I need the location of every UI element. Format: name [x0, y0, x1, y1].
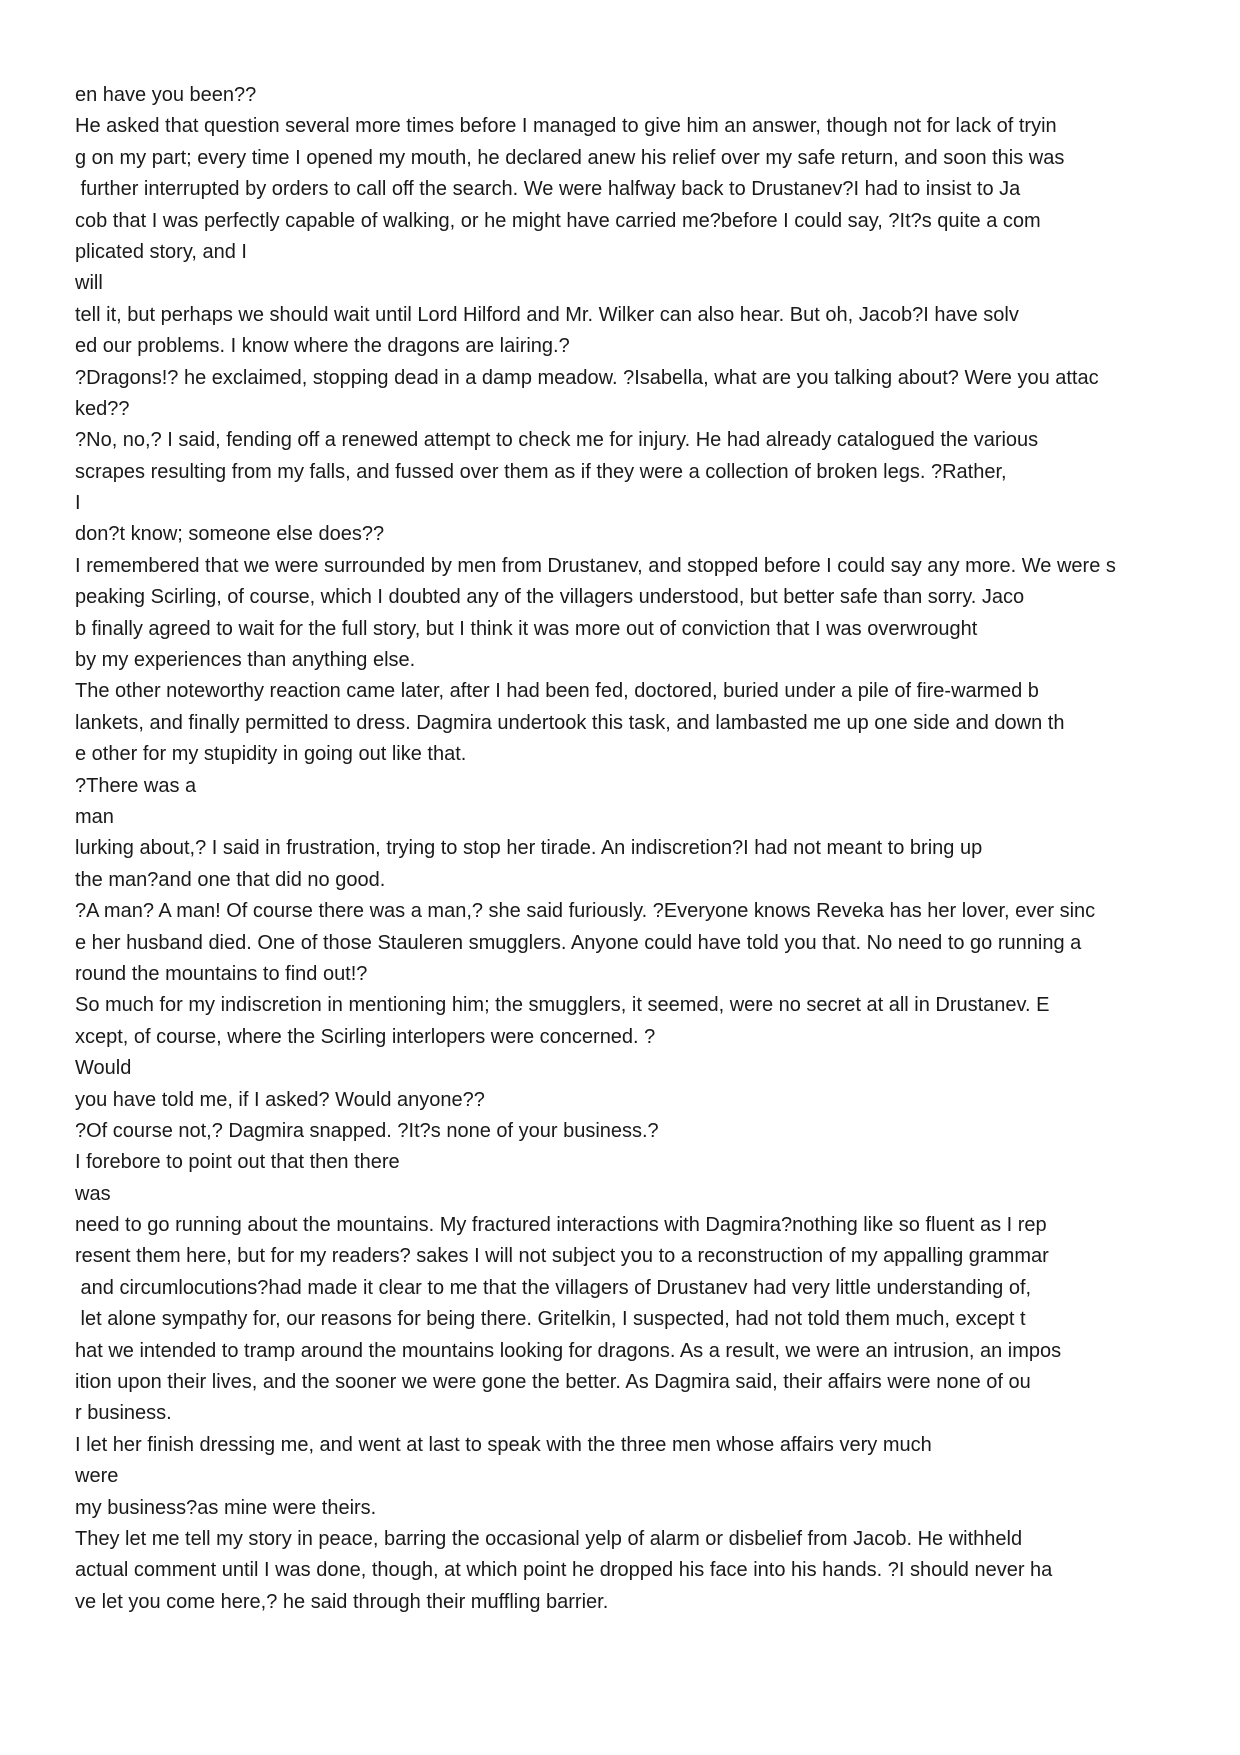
- text-line: were: [75, 1465, 119, 1488]
- text-line: further interrupted by orders to call off the search. We were halfway back to Drustanev?I had to insist to Ja: [75, 178, 1021, 201]
- text-line: Would: [75, 1057, 132, 1080]
- text-line: He asked that question several more times before I managed to give him an answer, though not for lack of tryin: [75, 115, 1057, 138]
- text-line: b finally agreed to wait for the full story, but I think it was more out of conviction that I was overwrought: [75, 617, 978, 640]
- text-line: tell it, but perhaps we should wait until Lord Hilford and Mr. Wilker can also hear. But oh, Jacob?I have solv: [75, 303, 1019, 326]
- text-line: ition upon their lives, and the sooner we were gone the better. As Dagmira said, their affairs were none of ou: [75, 1371, 1031, 1394]
- text-line: you have told me, if I asked? Would anyone??: [75, 1088, 485, 1111]
- text-line: e her husband died. One of those Stauleren smugglers. Anyone could have told you that. No need to go running a: [75, 931, 1082, 954]
- text-line: They let me tell my story in peace, barring the occasional yelp of alarm or disbelief from Jacob. He withheld: [75, 1527, 1023, 1550]
- text-line: and circumlocutions?had made it clear to me that the villagers of Drustanev had very little understanding of,: [75, 1276, 1032, 1299]
- text-line: I: [75, 492, 81, 515]
- text-line: ?Dragons!? he exclaimed, stopping dead in a damp meadow. ?Isabella, what are you talking about? Were you attac: [75, 366, 1099, 389]
- text-line: plicated story, and I: [75, 240, 247, 263]
- text-line: I remembered that we were surrounded by men from Drustanev, and stopped before I could say any more. We were s: [75, 554, 1116, 577]
- text-line: was: [75, 1182, 111, 1205]
- text-line: need to go running about the mountains. My fractured interactions with Dagmira?nothing like so fluent as I rep: [75, 1214, 1047, 1237]
- text-line: let alone sympathy for, our reasons for being there. Gritelkin, I suspected, had not told them much, except t: [75, 1308, 1026, 1331]
- text-line: peaking Scirling, of course, which I doubted any of the villagers understood, but better safe than sorry. Jaco: [75, 586, 1025, 609]
- text-line: e other for my stupidity in going out like that.: [75, 743, 467, 766]
- text-line: I let her finish dressing me, and went at last to speak with the three men whose affairs very much: [75, 1433, 932, 1456]
- text-line: ?No, no,? I said, fending off a renewed attempt to check me for injury. He had already catalogued the various: [75, 429, 1039, 452]
- text-line: by my experiences than anything else.: [75, 649, 416, 672]
- text-line: ?Of course not,? Dagmira snapped. ?It?s none of your business.?: [75, 1119, 659, 1142]
- text-line: g on my part; every time I opened my mouth, he declared anew his relief over my safe return, and soon this was: [75, 146, 1065, 169]
- text-line: cob that I was perfectly capable of walking, or he might have carried me?before I could say, ?It?s quite a com: [75, 209, 1041, 232]
- text-line: my business?as mine were theirs.: [75, 1496, 377, 1519]
- text-line: the man?and one that did no good.: [75, 868, 386, 891]
- text-line: xcept, of course, where the Scirling interlopers were concerned. ?: [75, 1025, 656, 1048]
- text-line: r business.: [75, 1402, 172, 1425]
- text-line: round the mountains to find out!?: [75, 962, 368, 985]
- text-line: resent them here, but for my readers? sakes I will not subject you to a reconstruction of my appalling grammar: [75, 1245, 1049, 1268]
- text-line: ve let you come here,? he said through their muffling barrier.: [75, 1590, 609, 1613]
- text-line: man: [75, 805, 114, 828]
- text-line: I forebore to point out that then there: [75, 1151, 400, 1174]
- document-page: [75, 80, 1225, 1618]
- text-line: scrapes resulting from my falls, and fussed over them as if they were a collection of broken legs. ?Rather,: [75, 460, 1007, 483]
- text-line: lankets, and finally permitted to dress. Dagmira undertook this task, and lambasted me up one side and down th: [75, 711, 1065, 734]
- text-line: The other noteworthy reaction came later, after I had been fed, doctored, buried under a pile of fire-warmed b: [75, 680, 1039, 703]
- text-line: So much for my indiscretion in mentioning him; the smugglers, it seemed, were no secret at all in Drustanev. E: [75, 994, 1050, 1017]
- text-line: ?A man? A man! Of course there was a man,? she said furiously. ?Everyone knows Reveka has her lover, ever sinc: [75, 900, 1096, 923]
- text-line: ked??: [75, 397, 130, 420]
- text-line: hat we intended to tramp around the mountains looking for dragons. As a result, we were an intrusion, an impos: [75, 1339, 1062, 1362]
- text-line: en have you been??: [75, 84, 257, 106]
- text-line: lurking about,? I said in frustration, trying to stop her tirade. An indiscretion?I had not meant to bring up: [75, 837, 983, 860]
- text-line: will: [75, 272, 103, 295]
- text-line: don?t know; someone else does??: [75, 523, 385, 546]
- text-line: actual comment until I was done, though, at which point he dropped his face into his hands. ?I should never ha: [75, 1559, 1053, 1582]
- text-line: ?There was a: [75, 774, 197, 797]
- text-line: ed our problems. I know where the dragons are lairing.?: [75, 335, 570, 358]
